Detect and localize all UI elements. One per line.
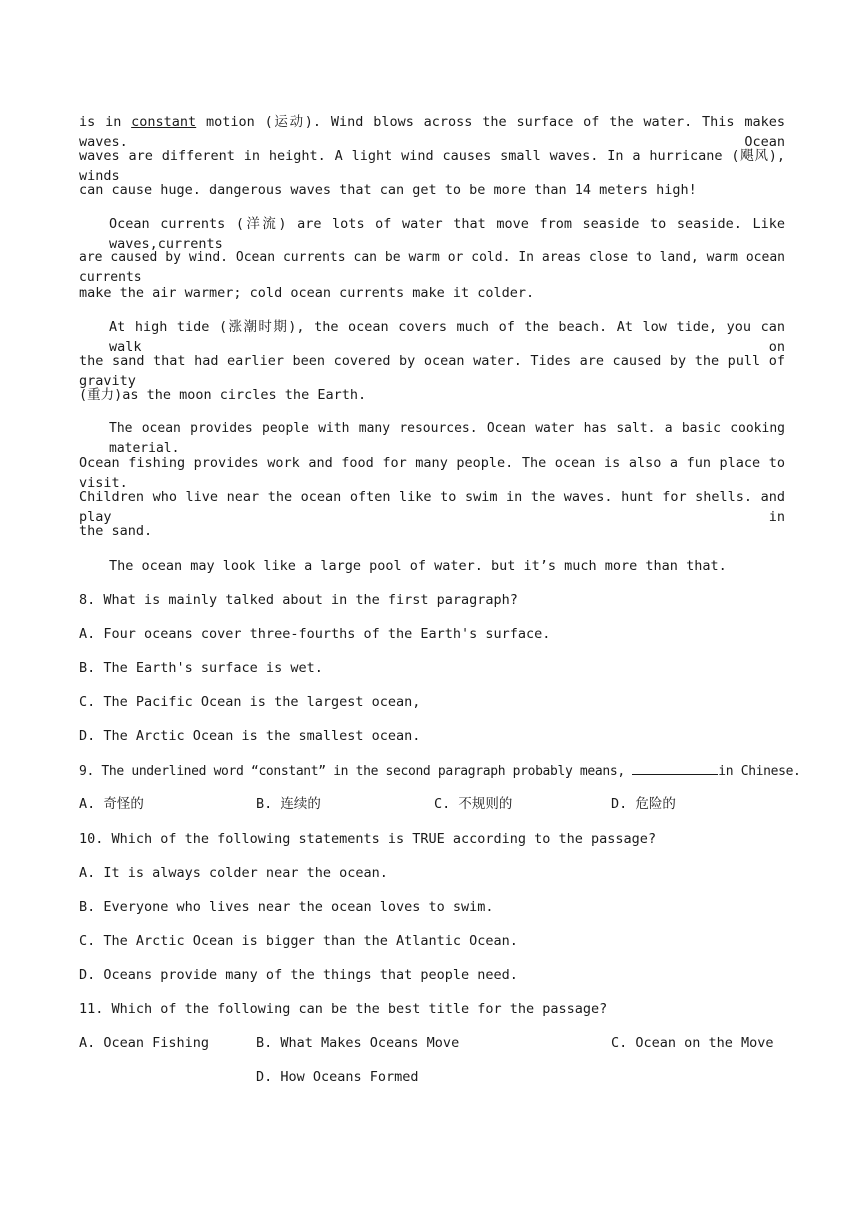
- passage-line: are caused by wind. Ocean currents can be warm or cold. In areas close to land, warm ocean currents: [79, 250, 785, 285]
- answer-option: C. Ocean on the Move: [611, 1035, 774, 1051]
- answer-option: A. Ocean Fishing: [79, 1035, 210, 1051]
- passage-line: The ocean provides people with many resources. Ocean water has salt. a basic cooking material.: [109, 421, 785, 456]
- passage-line: Ocean currents (洋流) are lots of water that move from seaside to seaside. Like waves,currents: [109, 216, 785, 252]
- passage-line: At high tide (涨潮时期), the ocean covers much of the beach. At low tide, you can walk on: [109, 319, 785, 355]
- passage-line: the sand.: [79, 523, 153, 539]
- answer-option: D. The Arctic Ocean is the smallest ocean.: [79, 728, 421, 744]
- answer-option: B. The Earth's surface is wet.: [79, 660, 323, 676]
- answer-option: C. 不规则的: [434, 796, 513, 812]
- text-span: motion (运动). Wind blows across the surface of the water. This makes waves. Ocean: [79, 114, 785, 150]
- question-stem: 8. What is mainly talked about in the first paragraph?: [79, 592, 518, 608]
- passage-line: can cause huge. dangerous waves that can get to be more than 14 meters high!: [79, 182, 697, 198]
- answer-option: D. How Oceans Formed: [256, 1069, 419, 1085]
- text-span: 9. The underlined word “constant” in the second paragraph probably means,: [79, 764, 625, 779]
- answer-option: B. 连续的: [256, 796, 321, 812]
- text-span: is in: [79, 114, 132, 130]
- question-stem: [79, 760, 801, 782]
- answer-option: B. What Makes Oceans Move: [256, 1035, 460, 1051]
- passage-line: Children who live near the ocean often like to swim in the waves. hunt for shells. and play in: [79, 489, 785, 525]
- passage-line: The ocean may look like a large pool of water. but it’s much more than that.: [109, 558, 727, 574]
- passage-line: the sand that had earlier been covered by ocean water. Tides are caused by the pull of gravity: [79, 353, 785, 389]
- question-stem: 11. Which of the following can be the best title for the passage?: [79, 1001, 608, 1017]
- answer-blank: [632, 760, 718, 775]
- answer-option: D. Oceans provide many of the things that people need.: [79, 967, 518, 983]
- answer-option: D. 危险的: [611, 796, 676, 812]
- answer-option: C. The Arctic Ocean is bigger than the Atlantic Ocean.: [79, 933, 518, 949]
- answer-option: B. Everyone who lives near the ocean loves to swim.: [79, 899, 494, 915]
- passage-line: make the air warmer; cold ocean currents make it colder.: [79, 285, 535, 301]
- answer-option: C. The Pacific Ocean is the largest ocean,: [79, 694, 421, 710]
- answer-option: A. It is always colder near the ocean.: [79, 865, 388, 881]
- answer-option: A. Four oceans cover three-fourths of the Earth's surface.: [79, 626, 551, 642]
- passage-line: (重力)as the moon circles the Earth.: [79, 387, 367, 403]
- underlined-word: constant: [131, 114, 197, 130]
- question-stem: 10. Which of the following statements is TRUE according to the passage?: [79, 831, 657, 847]
- passage-line: Ocean fishing provides work and food for many people. The ocean is also a fun place to visit.: [79, 455, 785, 491]
- answer-option: A. 奇怪的: [79, 796, 144, 812]
- text-span: in Chinese.: [718, 764, 801, 779]
- passage-line: waves are different in height. A light wind causes small waves. In a hurricane (飓风), winds: [79, 148, 785, 184]
